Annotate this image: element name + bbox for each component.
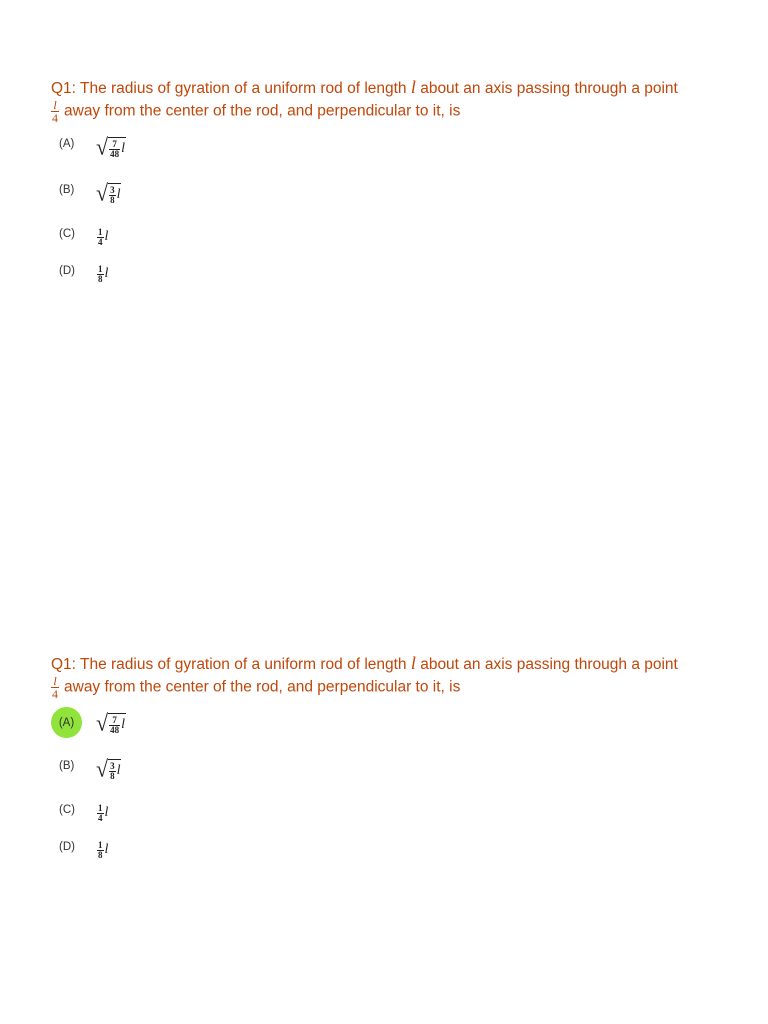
option-label: (A) [58,716,75,729]
option-label: (B) [59,184,75,196]
option-b[interactable] [51,756,251,782]
length-variable: l [410,653,416,673]
option-answer: $\frac{1}{8}$ l [98,263,109,284]
option-c[interactable] [51,800,251,826]
option-label: (B) [59,760,75,772]
option-label: (C) [59,228,75,240]
option-answer [96,756,121,782]
question-text-line2 [51,675,460,700]
option-answer [96,710,126,736]
option-answer: $\frac{1}{4}$ l [98,802,109,823]
option-answer: $\frac{1}{4}$ l [98,226,109,247]
option-a-selected[interactable] [51,710,251,736]
question-fraction: $\frac{l}{4}$ [52,674,58,701]
question-line2-text: away from the center of the rod, and perpendicular to it, is [64,102,461,120]
option-answer [96,134,126,160]
question-suffix: about an axis passing through a point [415,656,678,673]
option-a[interactable] [51,134,251,160]
option-label: (A) [59,138,75,150]
question-text-line1 [51,78,678,98]
option-b[interactable] [51,180,251,206]
sqrt-icon: √ $\frac{7}{48}$ l [96,709,125,736]
sqrt-icon: √ $\frac{7}{48}$ l [96,133,125,160]
question-text-line1 [51,654,678,674]
question-prefix: Q1: The radius of gyration of a uniform rod of length [51,80,411,97]
option-answer: $\frac{1}{8}$ l [98,839,109,860]
option-label: (D) [59,265,75,277]
question-suffix: about an axis passing through a point [415,80,678,97]
option-d[interactable] [51,837,251,863]
question-text-line2 [51,99,460,124]
option-d[interactable] [51,261,251,287]
option-answer [96,180,121,206]
option-c[interactable] [51,224,251,250]
selected-answer-highlight [51,707,82,738]
question-line2-text: away from the center of the rod, and perpendicular to it, is [64,678,461,696]
length-variable: l [410,77,416,97]
sqrt-icon: √ $\frac{3}{8}$ l [96,755,121,782]
question-fraction: $\frac{l}{4}$ [52,98,58,125]
option-label: (D) [59,841,75,853]
option-label: (C) [59,804,75,816]
question-prefix: Q1: The radius of gyration of a uniform rod of length [51,656,411,673]
sqrt-icon: √ $\frac{3}{8}$ l [96,179,121,206]
